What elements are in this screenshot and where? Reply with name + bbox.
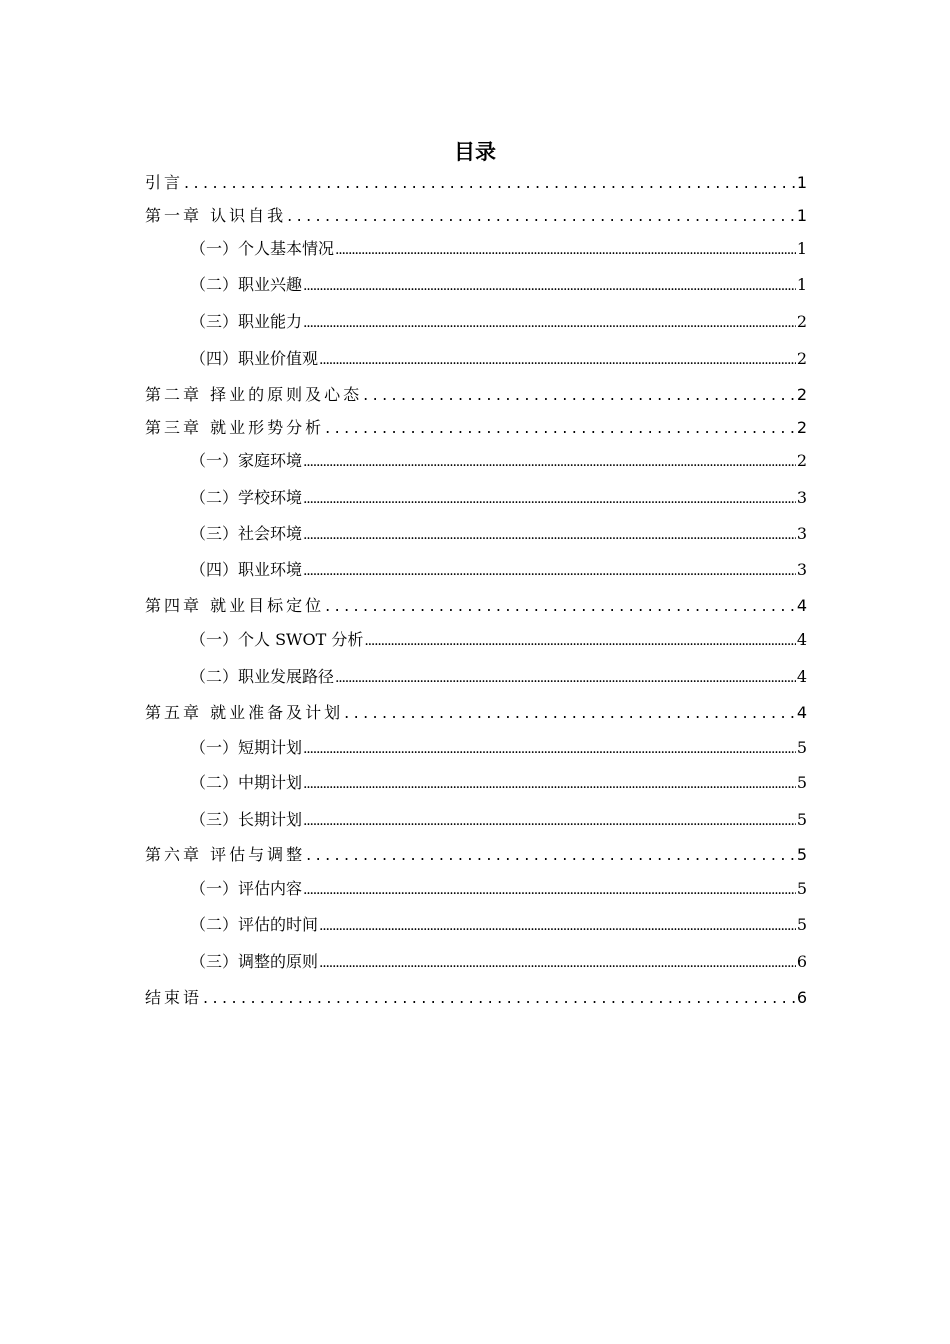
toc-page-number: 6 [796,988,807,1007]
toc-section-entry[interactable] [145,664,807,688]
toc-dot-leader [319,918,796,934]
toc-page-number: 1 [796,173,807,192]
toc-entry-label: （一）短期计划 [190,738,303,757]
toc-entry-label: （三）职业能力 [190,312,303,331]
toc-dot-leader [363,385,796,404]
toc-entry-label: 第四章 就业目标定位 [145,596,325,615]
toc-page-number: 4 [796,667,807,686]
toc-entry-label: （二）职业兴趣 [190,275,303,294]
toc-title: 目录 [454,140,496,164]
toc-chapter-entry[interactable] [145,415,807,439]
toc-page-number: 2 [796,418,807,437]
toc-dot-leader [203,988,796,1007]
toc-chapter-entry[interactable] [145,593,807,617]
toc-dot-leader [325,418,796,437]
toc-dot-leader [303,813,796,829]
toc-entry-label: 第一章 认识自我 [145,206,287,225]
toc-page-number: 5 [796,773,807,792]
toc-page-number: 2 [796,312,807,331]
toc-dot-leader [306,845,796,864]
toc-page-number: 2 [796,385,807,404]
toc-page-number: 3 [796,560,807,579]
toc-entry-label: （二）中期计划 [190,773,303,792]
toc-dot-leader [303,315,796,331]
toc-dot-leader [303,278,796,294]
toc-dot-leader [287,206,796,225]
toc-entry-label: （一）个人 SWOT 分析 [190,630,364,649]
toc-page-number: 4 [796,703,807,722]
toc-page-number: 2 [796,451,807,470]
toc-entry-label: （三）社会环境 [190,524,303,543]
toc-chapter-entry[interactable] [145,842,807,866]
toc-section-entry[interactable] [145,912,807,936]
toc-dot-leader [364,633,795,649]
toc-chapter-entry[interactable] [145,170,807,194]
toc-dot-leader [303,491,796,507]
toc-page-number: 1 [796,239,807,258]
toc-dot-leader [325,596,796,615]
toc-dot-leader [303,563,796,579]
toc-dot-leader [335,242,796,258]
toc-page-number: 4 [796,630,807,649]
toc-entry-label: （一）个人基本情况 [190,239,335,258]
toc-dot-leader [303,776,796,792]
toc-entry-label: （四）职业环境 [190,560,303,579]
toc-dot-leader [303,741,796,757]
toc-dot-leader [319,955,796,971]
toc-page-number: 5 [796,810,807,829]
toc-page-number: 5 [796,879,807,898]
toc-chapter-entry[interactable] [145,985,807,1009]
toc-section-entry[interactable] [145,236,807,260]
toc-page-number: 1 [796,206,807,225]
toc-dot-leader [184,173,796,192]
toc-entry-label: 第五章 就业准备及计划 [145,703,344,722]
toc-section-entry[interactable] [145,876,807,900]
toc-chapter-entry[interactable] [145,382,807,406]
toc-section-entry[interactable] [145,272,807,296]
toc-entry-label: 第二章 择业的原则及心态 [145,385,363,404]
toc-section-entry[interactable] [145,807,807,831]
toc-dot-leader [303,454,796,470]
toc-section-entry[interactable] [145,346,807,370]
toc-section-entry[interactable] [145,309,807,333]
toc-dot-leader [303,882,796,898]
toc-entry-label: （二）评估的时间 [190,915,319,934]
toc-page-number: 5 [796,845,807,864]
toc-section-entry[interactable] [145,485,807,509]
toc-entry-label: 引言 [145,173,184,192]
toc-section-entry[interactable] [145,735,807,759]
toc-page-number: 5 [796,915,807,934]
toc-dot-leader [303,527,796,543]
toc-entry-label: （三）长期计划 [190,810,303,829]
toc-dot-leader [335,670,796,686]
toc-entry-label: （三）调整的原则 [190,952,319,971]
toc-entry-label: （四）职业价值观 [190,349,319,368]
toc-page-number: 2 [796,349,807,368]
toc-entry-label: 第三章 就业形势分析 [145,418,325,437]
toc-chapter-entry[interactable] [145,700,807,724]
toc-entry-label: （一）家庭环境 [190,451,303,470]
toc-page-number: 3 [796,488,807,507]
toc-section-entry[interactable] [145,448,807,472]
toc-entry-label: （二）学校环境 [190,488,303,507]
toc-section-entry[interactable] [145,949,807,973]
toc-page-number: 6 [796,952,807,971]
toc-page-number: 5 [796,738,807,757]
toc-section-entry[interactable] [145,627,807,651]
toc-page-number: 1 [796,275,807,294]
toc-dot-leader [344,703,796,722]
toc-entry-label: 结束语 [145,988,203,1007]
toc-page-number: 3 [796,524,807,543]
toc-dot-leader [319,352,796,368]
toc-section-entry[interactable] [145,770,807,794]
toc-entry-label: 第六章 评估与调整 [145,845,306,864]
toc-chapter-entry[interactable] [145,203,807,227]
toc-section-entry[interactable] [145,521,807,545]
toc-entry-label: （二）职业发展路径 [190,667,335,686]
toc-section-entry[interactable] [145,557,807,581]
toc-entry-label: （一）评估内容 [190,879,303,898]
toc-page-number: 4 [796,596,807,615]
